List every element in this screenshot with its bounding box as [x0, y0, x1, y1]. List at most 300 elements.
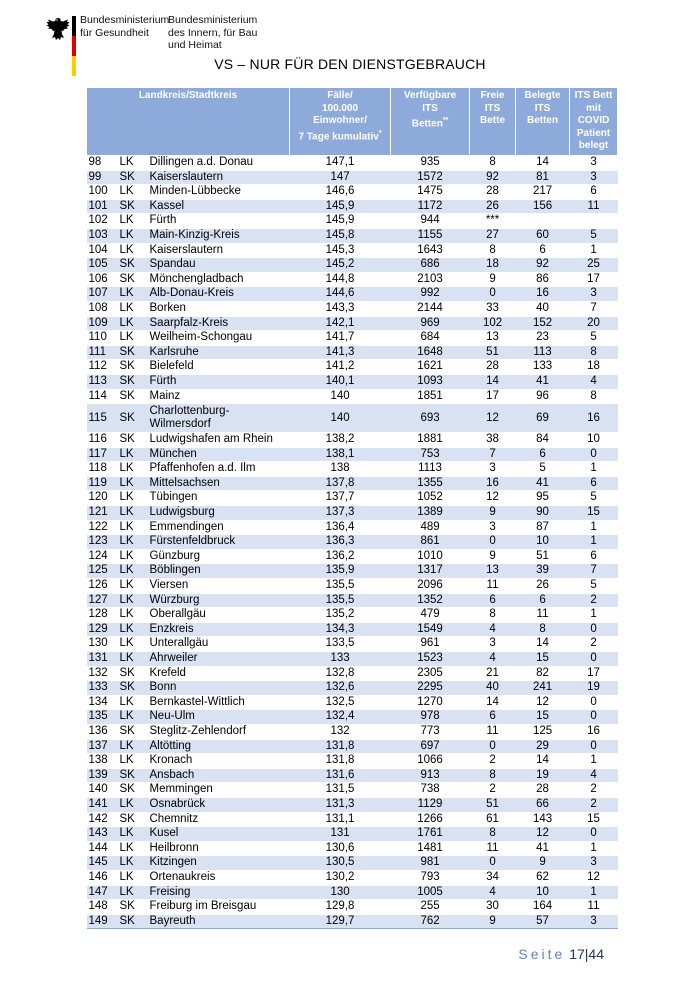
cell-free-beds: 2 [470, 754, 516, 769]
table-row [87, 812, 618, 827]
cell-covid-beds: 20 [570, 316, 618, 331]
cell-district-type: LK [118, 156, 148, 171]
cell-covid-beds: 3 [570, 156, 618, 171]
cell-covid-beds: 1 [570, 462, 618, 477]
cell-occupied-beds: 143 [516, 812, 570, 827]
cell-available-beds: 1621 [391, 360, 470, 375]
table-row [87, 228, 618, 243]
cell-free-beds: 38 [470, 433, 516, 448]
table-row [87, 739, 618, 754]
cell-covid-beds: 0 [570, 622, 618, 637]
cell-available-beds: 693 [391, 404, 470, 433]
cell-free-beds: 14 [470, 374, 516, 389]
cell-occupied-beds: 12 [516, 827, 570, 842]
cell-occupied-beds: 23 [516, 331, 570, 346]
cell-free-beds: 28 [470, 360, 516, 375]
cell-available-beds: 686 [391, 258, 470, 273]
cell-cases-per-100k: 145,8 [290, 228, 391, 243]
cell-district-type: LK [118, 214, 148, 229]
header-district: Landkreis/Stadtkreis [87, 88, 290, 156]
cell-covid-beds: 1 [570, 754, 618, 769]
cell-district-type: LK [118, 870, 148, 885]
cell-district-name: Ludwigshafen am Rhein [148, 433, 290, 448]
cell-district-name: Mainz [148, 389, 290, 404]
cell-occupied-beds: 41 [516, 841, 570, 856]
cell-available-beds: 944 [391, 214, 470, 229]
cell-rank: 137 [87, 739, 118, 754]
cell-district-name: Fürstenfeldbruck [148, 535, 290, 550]
cell-cases-per-100k: 138,1 [290, 447, 391, 462]
cell-covid-beds: 4 [570, 768, 618, 783]
cell-covid-beds: 1 [570, 841, 618, 856]
cell-available-beds: 697 [391, 739, 470, 754]
cell-free-beds: *** [470, 214, 516, 229]
cell-rank: 135 [87, 710, 118, 725]
cell-free-beds: 9 [470, 506, 516, 521]
cell-district-name: Minden-Lübbecke [148, 185, 290, 200]
cell-covid-beds: 4 [570, 374, 618, 389]
cell-free-beds: 12 [470, 404, 516, 433]
cell-cases-per-100k: 140 [290, 404, 391, 433]
table-row [87, 841, 618, 856]
cell-available-beds: 2144 [391, 301, 470, 316]
cell-district-name: Alb-Donau-Kreis [148, 287, 290, 302]
cell-rank: 103 [87, 228, 118, 243]
cell-district-type: SK [118, 666, 148, 681]
cell-district-name: Emmendingen [148, 520, 290, 535]
cell-district-type: SK [118, 360, 148, 375]
cell-cases-per-100k: 133 [290, 652, 391, 667]
cell-cases-per-100k: 130,6 [290, 841, 391, 856]
cell-rank: 130 [87, 637, 118, 652]
cell-available-beds: 2305 [391, 666, 470, 681]
cell-occupied-beds: 26 [516, 579, 570, 594]
cell-covid-beds: 16 [570, 724, 618, 739]
cell-district-name: Ansbach [148, 768, 290, 783]
cell-available-beds: 753 [391, 447, 470, 462]
ministry-health-name: Bundesministerium für Gesundheit [80, 14, 170, 39]
table-row [87, 316, 618, 331]
header-occupied-beds: Belegte ITS Betten [516, 88, 570, 156]
cell-district-name: Viersen [148, 579, 290, 594]
cell-occupied-beds: 133 [516, 360, 570, 375]
cell-district-type: LK [118, 754, 148, 769]
cell-free-beds: 16 [470, 476, 516, 491]
cell-cases-per-100k: 147 [290, 170, 391, 185]
cell-district-name: Krefeld [148, 666, 290, 681]
cell-cases-per-100k: 131,3 [290, 797, 391, 812]
cell-covid-beds: 11 [570, 199, 618, 214]
cell-rank: 101 [87, 199, 118, 214]
cell-occupied-beds: 41 [516, 374, 570, 389]
cell-cases-per-100k: 132,4 [290, 710, 391, 725]
table-row [87, 491, 618, 506]
cell-rank: 119 [87, 476, 118, 491]
cell-rank: 106 [87, 272, 118, 287]
cell-cases-per-100k: 147,1 [290, 156, 391, 171]
cell-occupied-beds: 164 [516, 900, 570, 915]
cell-rank: 129 [87, 622, 118, 637]
cell-cases-per-100k: 136,3 [290, 535, 391, 550]
cell-free-beds: 13 [470, 331, 516, 346]
cell-rank: 136 [87, 724, 118, 739]
cell-district-type: SK [118, 433, 148, 448]
cell-district-name: Mittelsachsen [148, 476, 290, 491]
cell-available-beds: 255 [391, 900, 470, 915]
cell-district-type: SK [118, 170, 148, 185]
cell-district-name: Tübingen [148, 491, 290, 506]
federal-eagle-icon [45, 16, 71, 42]
cell-available-beds: 489 [391, 520, 470, 535]
cell-available-beds: 2103 [391, 272, 470, 287]
cell-occupied-beds [516, 214, 570, 229]
cell-covid-beds: 7 [570, 301, 618, 316]
cell-cases-per-100k: 143,3 [290, 301, 391, 316]
cell-cases-per-100k: 141,2 [290, 360, 391, 375]
cell-available-beds: 1851 [391, 389, 470, 404]
cell-occupied-beds: 6 [516, 243, 570, 258]
cell-available-beds: 1352 [391, 593, 470, 608]
cell-occupied-beds: 92 [516, 258, 570, 273]
cell-district-name: Charlottenburg-Wilmersdorf [148, 404, 290, 433]
cell-district-name: Weilheim-Schongau [148, 331, 290, 346]
cell-rank: 140 [87, 783, 118, 798]
cell-occupied-beds: 9 [516, 856, 570, 871]
cell-district-name: Böblingen [148, 564, 290, 579]
cell-cases-per-100k: 145,9 [290, 214, 391, 229]
cell-cases-per-100k: 145,2 [290, 258, 391, 273]
cell-rank: 141 [87, 797, 118, 812]
cell-free-beds: 8 [470, 243, 516, 258]
page-label: Seite [518, 946, 566, 962]
cell-free-beds: 3 [470, 520, 516, 535]
cell-free-beds: 13 [470, 564, 516, 579]
cell-occupied-beds: 15 [516, 710, 570, 725]
table-row [87, 827, 618, 842]
cell-occupied-beds: 51 [516, 549, 570, 564]
table-row [87, 331, 618, 346]
header-covid-beds: ITS Bett mit COVID Patient belegt [570, 88, 618, 156]
cell-cases-per-100k: 135,5 [290, 593, 391, 608]
cell-covid-beds: 8 [570, 389, 618, 404]
cell-free-beds: 11 [470, 841, 516, 856]
cell-available-beds: 981 [391, 856, 470, 871]
cell-district-name: Chemnitz [148, 812, 290, 827]
cell-rank: 133 [87, 681, 118, 696]
cell-district-name: Kitzingen [148, 856, 290, 871]
cell-district-name: Kassel [148, 199, 290, 214]
cell-rank: 127 [87, 593, 118, 608]
cell-district-type: LK [118, 695, 148, 710]
cell-district-type: LK [118, 622, 148, 637]
cell-free-beds: 33 [470, 301, 516, 316]
cell-district-name: Heilbronn [148, 841, 290, 856]
cell-occupied-beds: 10 [516, 535, 570, 550]
cell-covid-beds: 1 [570, 243, 618, 258]
cell-covid-beds: 3 [570, 856, 618, 871]
cell-free-beds: 0 [470, 856, 516, 871]
cell-district-name: Ludwigsburg [148, 506, 290, 521]
cell-available-beds: 1317 [391, 564, 470, 579]
cell-district-type: SK [118, 258, 148, 273]
cell-district-type: LK [118, 506, 148, 521]
cell-cases-per-100k: 130 [290, 885, 391, 900]
cell-covid-beds: 0 [570, 739, 618, 754]
table-row [87, 549, 618, 564]
cell-district-name: Kaiserslautern [148, 170, 290, 185]
cell-cases-per-100k: 130,5 [290, 856, 391, 871]
cell-free-beds: 8 [470, 768, 516, 783]
cell-rank: 108 [87, 301, 118, 316]
cell-free-beds: 27 [470, 228, 516, 243]
cell-available-beds: 961 [391, 637, 470, 652]
cell-rank: 114 [87, 389, 118, 404]
cell-occupied-beds: 14 [516, 637, 570, 652]
table-row [87, 754, 618, 769]
cell-covid-beds: 3 [570, 287, 618, 302]
cell-available-beds: 2295 [391, 681, 470, 696]
cell-occupied-beds: 81 [516, 170, 570, 185]
cell-covid-beds: 2 [570, 797, 618, 812]
cell-free-beds: 3 [470, 637, 516, 652]
table-row [87, 199, 618, 214]
cell-covid-beds: 8 [570, 345, 618, 360]
cell-district-name: Mönchengladbach [148, 272, 290, 287]
table-row [87, 272, 618, 287]
cell-occupied-beds: 84 [516, 433, 570, 448]
cell-covid-beds: 0 [570, 695, 618, 710]
table-row [87, 579, 618, 594]
cell-free-beds: 0 [470, 739, 516, 754]
cell-cases-per-100k: 146,6 [290, 185, 391, 200]
cell-free-beds: 9 [470, 272, 516, 287]
cell-district-type: SK [118, 404, 148, 433]
cell-cases-per-100k: 131,8 [290, 754, 391, 769]
cell-available-beds: 1052 [391, 491, 470, 506]
cell-available-beds: 1266 [391, 812, 470, 827]
cell-rank: 99 [87, 170, 118, 185]
header-free-beds: Freie ITS Bette [470, 88, 516, 156]
cell-rank: 110 [87, 331, 118, 346]
table-row [87, 301, 618, 316]
cell-cases-per-100k: 132,6 [290, 681, 391, 696]
cell-occupied-beds: 15 [516, 652, 570, 667]
cell-cases-per-100k: 145,9 [290, 199, 391, 214]
table-row [87, 652, 618, 667]
cell-free-beds: 8 [470, 156, 516, 171]
table-row [87, 608, 618, 623]
cell-rank: 112 [87, 360, 118, 375]
cell-rank: 131 [87, 652, 118, 667]
cell-cases-per-100k: 145,3 [290, 243, 391, 258]
cell-district-name: Freiburg im Breisgau [148, 900, 290, 915]
cell-free-beds: 6 [470, 710, 516, 725]
cell-district-name: Memmingen [148, 783, 290, 798]
cell-occupied-beds: 5 [516, 462, 570, 477]
cell-free-beds: 14 [470, 695, 516, 710]
cell-free-beds: 7 [470, 447, 516, 462]
cell-free-beds: 34 [470, 870, 516, 885]
cell-rank: 109 [87, 316, 118, 331]
cell-occupied-beds: 10 [516, 885, 570, 900]
cell-covid-beds: 6 [570, 476, 618, 491]
cell-covid-beds: 25 [570, 258, 618, 273]
cell-covid-beds: 15 [570, 812, 618, 827]
cell-district-name: Pfaffenhofen a.d. Ilm [148, 462, 290, 477]
cell-rank: 138 [87, 754, 118, 769]
cell-free-beds: 9 [470, 914, 516, 929]
cell-district-name: München [148, 447, 290, 462]
cell-occupied-beds: 69 [516, 404, 570, 433]
table-row [87, 156, 618, 171]
cell-rank: 145 [87, 856, 118, 871]
cell-covid-beds: 18 [570, 360, 618, 375]
cell-cases-per-100k: 140 [290, 389, 391, 404]
cell-free-beds: 92 [470, 170, 516, 185]
cell-district-name: Borken [148, 301, 290, 316]
cell-rank: 120 [87, 491, 118, 506]
cell-rank: 146 [87, 870, 118, 885]
table-row [87, 170, 618, 185]
table-row [87, 345, 618, 360]
cell-cases-per-100k: 133,5 [290, 637, 391, 652]
cell-free-beds: 26 [470, 199, 516, 214]
cell-free-beds: 0 [470, 535, 516, 550]
table-row [87, 462, 618, 477]
cell-available-beds: 992 [391, 287, 470, 302]
cell-covid-beds: 17 [570, 666, 618, 681]
cell-district-type: LK [118, 608, 148, 623]
table-row [87, 885, 618, 900]
cell-district-name: Bayreuth [148, 914, 290, 929]
cell-available-beds: 1093 [391, 374, 470, 389]
cell-district-name: Fürth [148, 214, 290, 229]
table-row [87, 797, 618, 812]
cell-occupied-beds: 62 [516, 870, 570, 885]
table-row [87, 520, 618, 535]
cell-rank: 124 [87, 549, 118, 564]
classification-title: VS – NUR FÜR DEN DIENSTGEBRAUCH [214, 56, 486, 72]
cell-available-beds: 913 [391, 768, 470, 783]
its-beds-table [86, 87, 618, 929]
cell-district-type: LK [118, 331, 148, 346]
cell-rank: 113 [87, 374, 118, 389]
table-row [87, 287, 618, 302]
cell-district-name: Oberallgäu [148, 608, 290, 623]
cell-available-beds: 773 [391, 724, 470, 739]
cell-district-name: Steglitz-Zehlendorf [148, 724, 290, 739]
cell-free-beds: 9 [470, 549, 516, 564]
cell-district-name: Main-Kinzig-Kreis [148, 228, 290, 243]
header-cases: Fälle/ 100.000 Einwohner/ 7 Tage kumulativ* [290, 88, 391, 156]
cell-covid-beds: 6 [570, 549, 618, 564]
cell-available-beds: 1475 [391, 185, 470, 200]
cell-rank: 107 [87, 287, 118, 302]
table-row [87, 856, 618, 871]
cell-cases-per-100k: 129,8 [290, 900, 391, 915]
cell-district-type: LK [118, 316, 148, 331]
cell-district-name: Bonn [148, 681, 290, 696]
cell-occupied-beds: 14 [516, 156, 570, 171]
cell-occupied-beds: 28 [516, 783, 570, 798]
cell-district-name: Günzburg [148, 549, 290, 564]
cell-rank: 121 [87, 506, 118, 521]
cell-district-type: LK [118, 549, 148, 564]
cell-district-type: LK [118, 301, 148, 316]
cell-occupied-beds: 90 [516, 506, 570, 521]
cell-district-type: SK [118, 768, 148, 783]
cell-free-beds: 51 [470, 797, 516, 812]
cell-occupied-beds: 8 [516, 622, 570, 637]
table-row [87, 185, 618, 200]
cell-occupied-beds: 217 [516, 185, 570, 200]
cell-covid-beds: 10 [570, 433, 618, 448]
cell-district-type: SK [118, 724, 148, 739]
cell-available-beds: 969 [391, 316, 470, 331]
cell-occupied-beds: 16 [516, 287, 570, 302]
cell-occupied-beds: 113 [516, 345, 570, 360]
table-row [87, 783, 618, 798]
ministry-interior-name: Bundesministerium des Innern, für Bau und Heimat [168, 14, 258, 51]
cell-rank: 142 [87, 812, 118, 827]
cell-district-type: SK [118, 374, 148, 389]
cell-free-beds: 11 [470, 724, 516, 739]
cell-occupied-beds: 6 [516, 593, 570, 608]
table-row [87, 389, 618, 404]
cell-occupied-beds: 39 [516, 564, 570, 579]
cell-covid-beds: 5 [570, 491, 618, 506]
cell-occupied-beds: 156 [516, 199, 570, 214]
cell-occupied-beds: 241 [516, 681, 570, 696]
cell-district-type: LK [118, 476, 148, 491]
cell-cases-per-100k: 131 [290, 827, 391, 842]
table-row [87, 914, 618, 929]
cell-available-beds: 861 [391, 535, 470, 550]
cell-district-name: Bielefeld [148, 360, 290, 375]
cell-available-beds: 1523 [391, 652, 470, 667]
cell-available-beds: 1572 [391, 170, 470, 185]
cell-covid-beds: 7 [570, 564, 618, 579]
cell-district-name: Neu-Ulm [148, 710, 290, 725]
cell-available-beds: 1355 [391, 476, 470, 491]
cell-available-beds: 2096 [391, 579, 470, 594]
cell-district-name: Ortenaukreis [148, 870, 290, 885]
cell-rank: 134 [87, 695, 118, 710]
cell-district-name: Würzburg [148, 593, 290, 608]
cell-district-name: Osnabrück [148, 797, 290, 812]
table-row [87, 768, 618, 783]
cell-available-beds: 684 [391, 331, 470, 346]
table-row [87, 724, 618, 739]
cell-district-type: SK [118, 812, 148, 827]
cell-district-type: SK [118, 272, 148, 287]
cell-occupied-beds: 14 [516, 754, 570, 769]
cell-rank: 149 [87, 914, 118, 929]
table-row [87, 214, 618, 229]
cell-covid-beds: 0 [570, 827, 618, 842]
cell-free-beds: 8 [470, 608, 516, 623]
cell-district-type: LK [118, 579, 148, 594]
table-row [87, 622, 618, 637]
cell-occupied-beds: 125 [516, 724, 570, 739]
cell-rank: 132 [87, 666, 118, 681]
table-row [87, 476, 618, 491]
cell-covid-beds: 2 [570, 637, 618, 652]
cell-district-type: LK [118, 520, 148, 535]
cell-rank: 118 [87, 462, 118, 477]
cell-occupied-beds: 96 [516, 389, 570, 404]
cell-district-type: LK [118, 710, 148, 725]
